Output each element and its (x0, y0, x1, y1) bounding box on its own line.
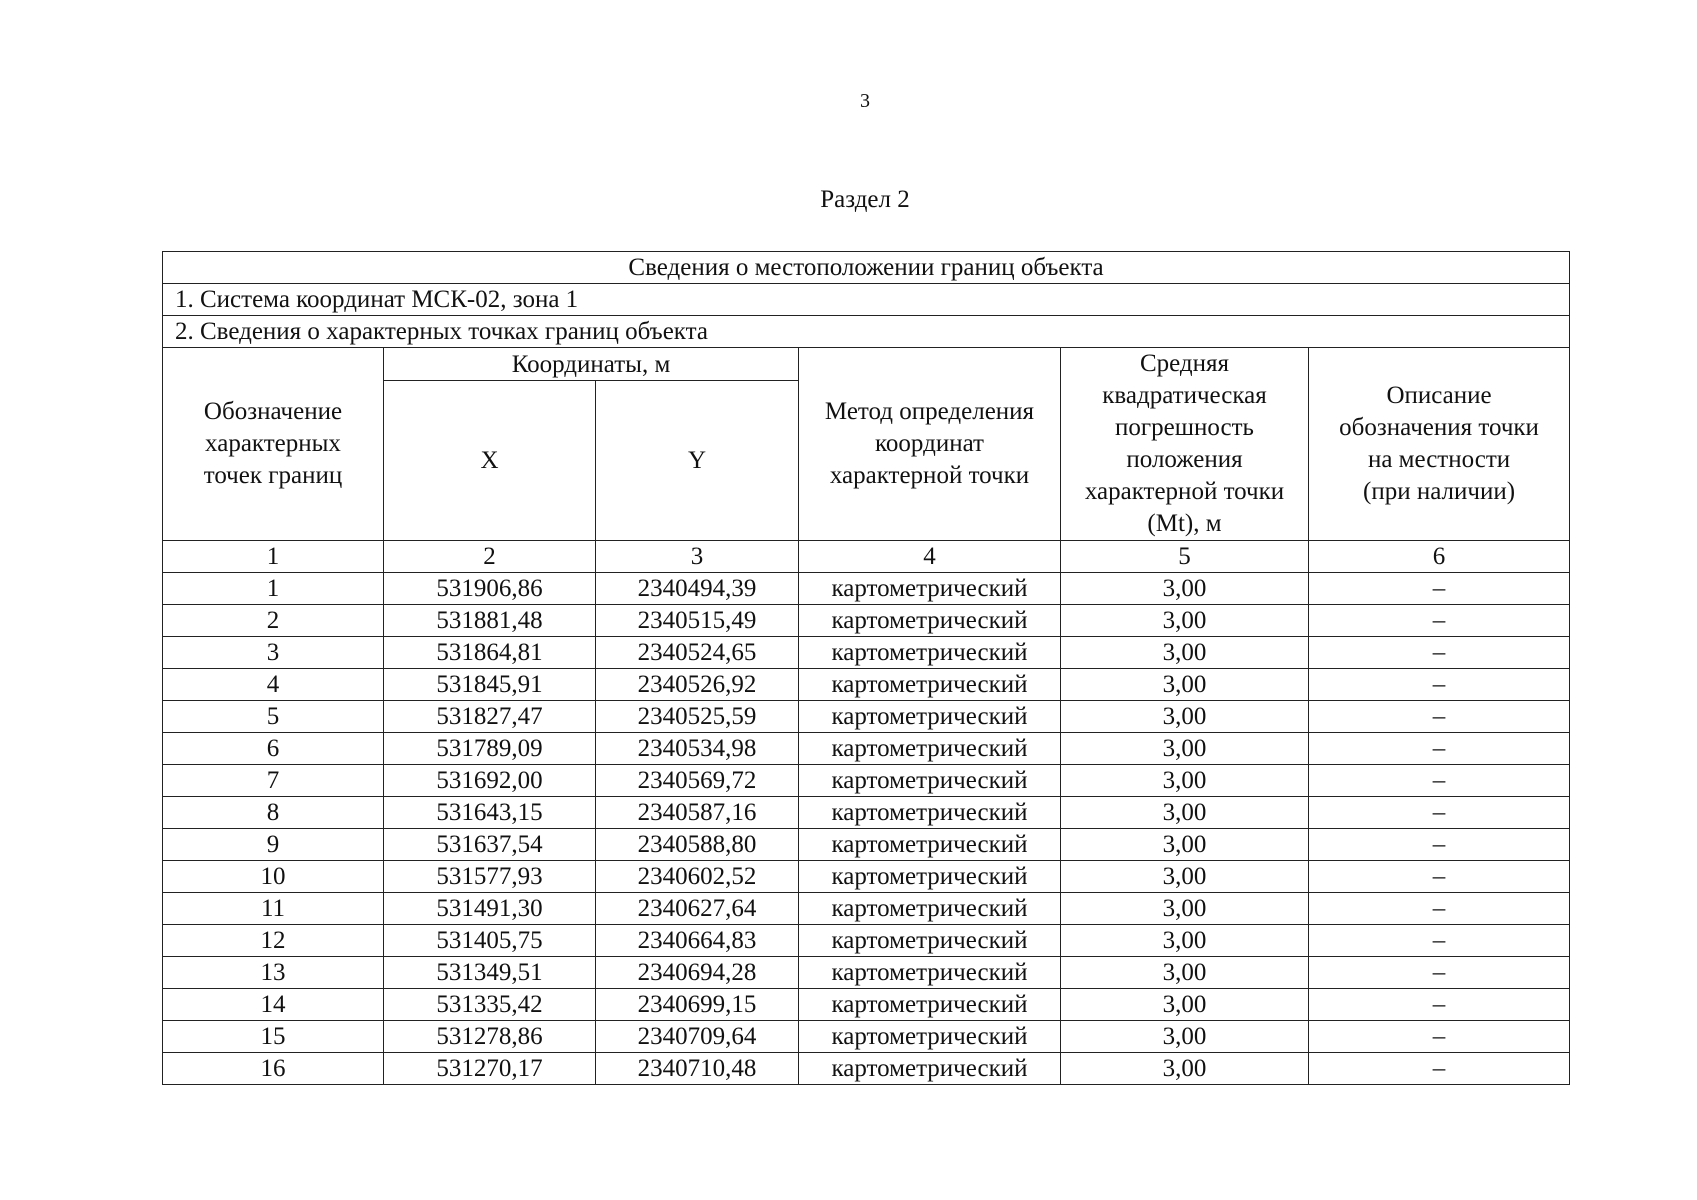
column-numbers-row (163, 541, 1570, 573)
point-number-cell: 15 (163, 1021, 384, 1053)
table-row (163, 893, 1570, 925)
x-coordinate-cell: 531491,30 (384, 893, 596, 925)
method-cell: картометрический (799, 605, 1061, 637)
x-coordinate-cell: 531335,42 (384, 989, 596, 1021)
description-cell: – (1309, 765, 1570, 797)
x-coordinate-cell: 531692,00 (384, 765, 596, 797)
method-cell: картометрический (799, 765, 1061, 797)
error-cell: 3,00 (1061, 573, 1309, 605)
y-coordinate-cell: 2340526,92 (596, 669, 799, 701)
column-number: 5 (1061, 541, 1309, 573)
method-cell: картометрический (799, 637, 1061, 669)
point-number-cell: 16 (163, 1053, 384, 1085)
table-row (163, 957, 1570, 989)
method-cell: картометрический (799, 669, 1061, 701)
point-number-cell: 14 (163, 989, 384, 1021)
y-coordinate-cell: 2340699,15 (596, 989, 799, 1021)
error-cell: 3,00 (1061, 1053, 1309, 1085)
error-cell: 3,00 (1061, 989, 1309, 1021)
description-cell: – (1309, 733, 1570, 765)
description-cell: – (1309, 701, 1570, 733)
description-cell: – (1309, 989, 1570, 1021)
y-coordinate-cell: 2340525,59 (596, 701, 799, 733)
header-row-1 (163, 348, 1570, 381)
table-title: Сведения о местоположении границ объекта (163, 252, 1570, 284)
x-coordinate-cell: 531845,91 (384, 669, 596, 701)
column-number: 6 (1309, 541, 1570, 573)
method-cell: картометрический (799, 829, 1061, 861)
table-row (163, 1021, 1570, 1053)
method-cell: картометрический (799, 733, 1061, 765)
x-coordinate-cell: 531643,15 (384, 797, 596, 829)
page-number: 3 (860, 90, 870, 112)
table-title-row (163, 252, 1570, 284)
method-cell: картометрический (799, 989, 1061, 1021)
error-cell: 3,00 (1061, 797, 1309, 829)
header-error: Средняя квадратическая погрешность положения характерной точки (Mt), м (1061, 348, 1309, 541)
error-cell: 3,00 (1061, 605, 1309, 637)
x-coordinate-cell: 531906,86 (384, 573, 596, 605)
error-cell: 3,00 (1061, 765, 1309, 797)
point-number-cell: 12 (163, 925, 384, 957)
header-y: Y (596, 381, 799, 541)
table-row (163, 989, 1570, 1021)
header-method: Метод определения координат характерной точки (799, 348, 1061, 541)
table-row (163, 861, 1570, 893)
point-number-cell: 1 (163, 573, 384, 605)
method-cell: картометрический (799, 893, 1061, 925)
points-heading-label: 2. Сведения о характерных точках границ объекта (163, 316, 1570, 348)
method-cell: картометрический (799, 861, 1061, 893)
error-cell: 3,00 (1061, 957, 1309, 989)
boundary-points-table (162, 251, 1570, 1085)
method-cell: картометрический (799, 925, 1061, 957)
x-coordinate-cell: 531864,81 (384, 637, 596, 669)
table-row (163, 637, 1570, 669)
column-number: 1 (163, 541, 384, 573)
description-cell: – (1309, 573, 1570, 605)
y-coordinate-cell: 2340602,52 (596, 861, 799, 893)
error-cell: 3,00 (1061, 925, 1309, 957)
x-coordinate-cell: 531789,09 (384, 733, 596, 765)
table-row (163, 765, 1570, 797)
y-coordinate-cell: 2340710,48 (596, 1053, 799, 1085)
description-cell: – (1309, 925, 1570, 957)
point-number-cell: 11 (163, 893, 384, 925)
method-cell: картометрический (799, 1053, 1061, 1085)
point-number-cell: 8 (163, 797, 384, 829)
description-cell: – (1309, 637, 1570, 669)
y-coordinate-cell: 2340569,72 (596, 765, 799, 797)
table-row (163, 733, 1570, 765)
x-coordinate-cell: 531577,93 (384, 861, 596, 893)
error-cell: 3,00 (1061, 1021, 1309, 1053)
y-coordinate-cell: 2340694,28 (596, 957, 799, 989)
point-number-cell: 13 (163, 957, 384, 989)
error-cell: 3,00 (1061, 733, 1309, 765)
point-number-cell: 3 (163, 637, 384, 669)
column-number: 2 (384, 541, 596, 573)
error-cell: 3,00 (1061, 669, 1309, 701)
y-coordinate-cell: 2340627,64 (596, 893, 799, 925)
y-coordinate-cell: 2340587,16 (596, 797, 799, 829)
description-cell: – (1309, 957, 1570, 989)
method-cell: картометрический (799, 1021, 1061, 1053)
point-number-cell: 4 (163, 669, 384, 701)
header-x: X (384, 381, 596, 541)
section-title: Раздел 2 (820, 186, 910, 213)
point-number-cell: 10 (163, 861, 384, 893)
error-cell: 3,00 (1061, 701, 1309, 733)
method-cell: картометрический (799, 797, 1061, 829)
method-cell: картометрический (799, 701, 1061, 733)
column-number: 4 (799, 541, 1061, 573)
description-cell: – (1309, 605, 1570, 637)
method-cell: картометрический (799, 957, 1061, 989)
table-row (163, 701, 1570, 733)
error-cell: 3,00 (1061, 861, 1309, 893)
column-number: 3 (596, 541, 799, 573)
x-coordinate-cell: 531881,48 (384, 605, 596, 637)
x-coordinate-cell: 531637,54 (384, 829, 596, 861)
x-coordinate-cell: 531278,86 (384, 1021, 596, 1053)
table-row (163, 829, 1570, 861)
coord-system-row (163, 284, 1570, 316)
y-coordinate-cell: 2340664,83 (596, 925, 799, 957)
x-coordinate-cell: 531270,17 (384, 1053, 596, 1085)
header-designation: Обозначение характерных точек границ (163, 348, 384, 541)
table-row (163, 669, 1570, 701)
y-coordinate-cell: 2340709,64 (596, 1021, 799, 1053)
x-coordinate-cell: 531349,51 (384, 957, 596, 989)
error-cell: 3,00 (1061, 637, 1309, 669)
points-heading-row (163, 316, 1570, 348)
table-row (163, 573, 1570, 605)
y-coordinate-cell: 2340534,98 (596, 733, 799, 765)
error-cell: 3,00 (1061, 829, 1309, 861)
table-row (163, 1053, 1570, 1085)
description-cell: – (1309, 797, 1570, 829)
header-coordinates: Координаты, м (384, 348, 799, 381)
coord-system-label: 1. Система координат МСК-02, зона 1 (163, 284, 1570, 316)
method-cell: картометрический (799, 573, 1061, 605)
description-cell: – (1309, 669, 1570, 701)
y-coordinate-cell: 2340588,80 (596, 829, 799, 861)
point-number-cell: 5 (163, 701, 384, 733)
x-coordinate-cell: 531827,47 (384, 701, 596, 733)
error-cell: 3,00 (1061, 893, 1309, 925)
description-cell: – (1309, 893, 1570, 925)
y-coordinate-cell: 2340524,65 (596, 637, 799, 669)
table-row (163, 925, 1570, 957)
description-cell: – (1309, 1021, 1570, 1053)
description-cell: – (1309, 829, 1570, 861)
table-row (163, 797, 1570, 829)
point-number-cell: 2 (163, 605, 384, 637)
point-number-cell: 6 (163, 733, 384, 765)
point-number-cell: 7 (163, 765, 384, 797)
description-cell: – (1309, 1053, 1570, 1085)
y-coordinate-cell: 2340494,39 (596, 573, 799, 605)
y-coordinate-cell: 2340515,49 (596, 605, 799, 637)
x-coordinate-cell: 531405,75 (384, 925, 596, 957)
description-cell: – (1309, 861, 1570, 893)
table-row (163, 605, 1570, 637)
header-description: Описание обозначения точки на местности (при наличии) (1309, 348, 1570, 541)
point-number-cell: 9 (163, 829, 384, 861)
